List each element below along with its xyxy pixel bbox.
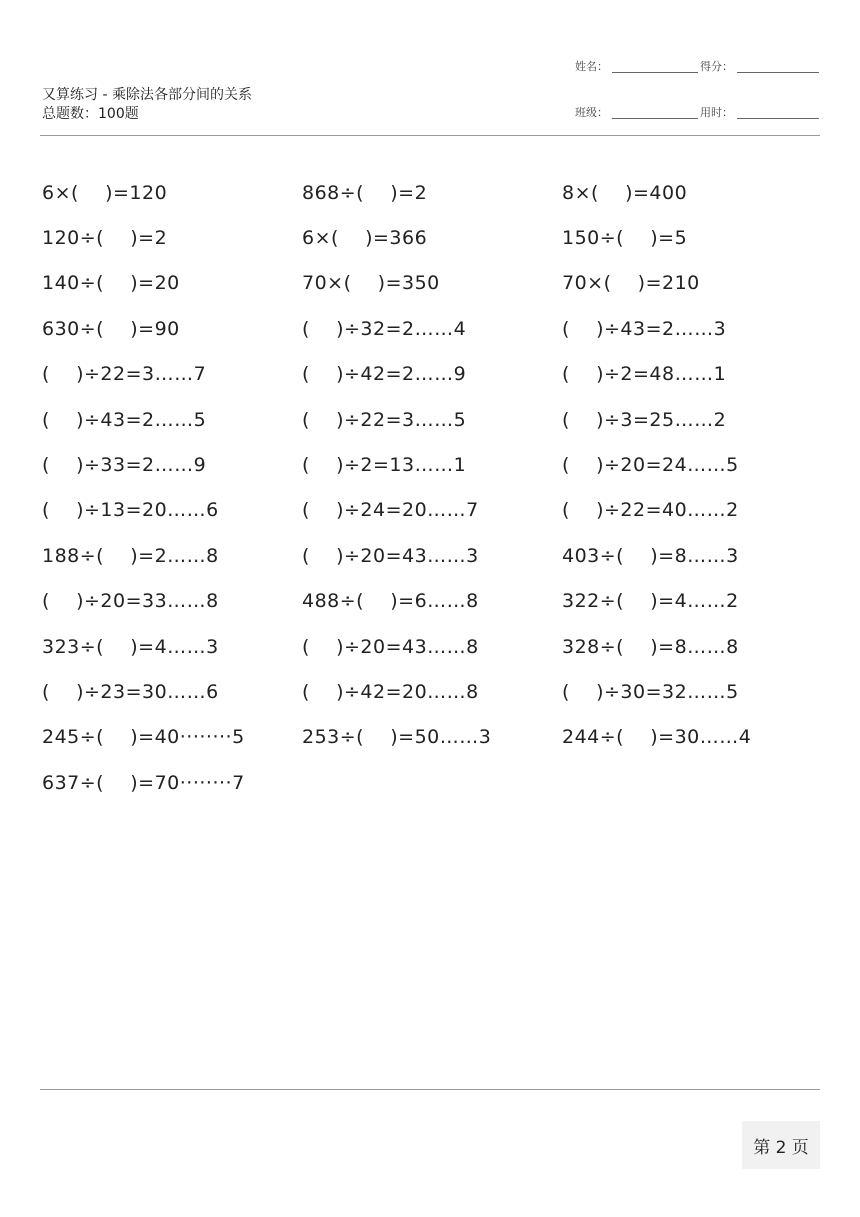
name-label: 姓名： <box>575 60 608 73</box>
problem-item: ( )÷32=2……4 <box>302 317 467 340</box>
problem-item: ( )÷3=25……2 <box>562 408 727 431</box>
problem-item: 6×( )=120 <box>42 181 168 204</box>
problem-row <box>42 715 822 760</box>
problem-item: 322÷( )=4……2 <box>562 590 739 613</box>
problem-item: 8×( )=400 <box>562 181 688 204</box>
problem-item: 70×( )=350 <box>302 272 440 295</box>
problem-item: 140÷( )=20 <box>42 272 180 295</box>
problem-item: ( )÷23=30……6 <box>42 680 219 703</box>
page-number: 第 2 页 <box>742 1121 820 1169</box>
problem-row <box>42 306 822 351</box>
problem-row <box>42 170 822 215</box>
problem-item: 323÷( )=4……3 <box>42 635 219 658</box>
problem-item: ( )÷22=40……2 <box>562 499 739 522</box>
problem-item: ( )÷42=20……8 <box>302 680 479 703</box>
problem-item: ( )÷2=48……1 <box>562 363 727 386</box>
problem-item: ( )÷33=2……9 <box>42 454 207 477</box>
problem-item: 637÷( )=70········7 <box>42 771 245 794</box>
problem-row <box>42 533 822 578</box>
problem-row <box>42 442 822 487</box>
problem-row <box>42 215 822 260</box>
problem-item: 630÷( )=90 <box>42 317 180 340</box>
worksheet-header <box>0 0 860 136</box>
problem-item: ( )÷30=32……5 <box>562 680 739 703</box>
footer-divider <box>40 1089 820 1090</box>
problem-item: 6×( )=366 <box>302 227 428 250</box>
problem-row <box>42 579 822 624</box>
name-field <box>575 60 698 73</box>
problem-item: 150÷( )=5 <box>562 227 688 250</box>
problem-item: 245÷( )=40········5 <box>42 726 245 749</box>
time-blank-line[interactable] <box>737 106 819 119</box>
problem-row <box>42 488 822 533</box>
problem-row <box>42 760 822 805</box>
problem-item: ( )÷24=20……7 <box>302 499 479 522</box>
problem-grid <box>42 170 822 805</box>
class-label: 班级： <box>575 106 608 119</box>
problem-item: ( )÷43=2……5 <box>42 408 207 431</box>
problem-row <box>42 397 822 442</box>
class-field <box>575 106 698 119</box>
problem-item: ( )÷20=43……3 <box>302 544 479 567</box>
problem-item: ( )÷2=13……1 <box>302 454 467 477</box>
problem-item: 120÷( )=2 <box>42 227 168 250</box>
problem-item: ( )÷22=3……5 <box>302 408 467 431</box>
problem-item: 188÷( )=2……8 <box>42 544 219 567</box>
time-field <box>700 106 819 119</box>
problem-item: 403÷( )=8……3 <box>562 544 739 567</box>
problem-item: ( )÷43=2……3 <box>562 317 727 340</box>
problem-item: ( )÷20=33……8 <box>42 590 219 613</box>
name-blank-line[interactable] <box>612 60 698 73</box>
problem-item: 328÷( )=8……8 <box>562 635 739 658</box>
time-label: 用时： <box>700 106 733 119</box>
problem-item: 868÷( )=2 <box>302 181 428 204</box>
problem-item: 253÷( )=50……3 <box>302 726 492 749</box>
problem-row <box>42 669 822 714</box>
class-blank-line[interactable] <box>612 106 698 119</box>
problem-item: ( )÷22=3……7 <box>42 363 207 386</box>
problem-row <box>42 352 822 397</box>
score-field <box>700 60 819 73</box>
problem-item: ( )÷13=20……6 <box>42 499 219 522</box>
problem-item: ( )÷42=2……9 <box>302 363 467 386</box>
header-divider <box>40 135 820 136</box>
problem-row <box>42 261 822 306</box>
score-label: 得分： <box>700 60 733 73</box>
problem-item: 488÷( )=6……8 <box>302 590 479 613</box>
score-blank-line[interactable] <box>737 60 819 73</box>
total-question-count: 总题数：100题 <box>42 106 139 122</box>
worksheet-title: 又算练习 - 乘除法各部分间的关系 <box>42 87 252 103</box>
problem-item: 70×( )=210 <box>562 272 700 295</box>
problem-row <box>42 624 822 669</box>
problem-item: ( )÷20=43……8 <box>302 635 479 658</box>
problem-item: ( )÷20=24……5 <box>562 454 739 477</box>
problem-item: 244÷( )=30……4 <box>562 726 752 749</box>
